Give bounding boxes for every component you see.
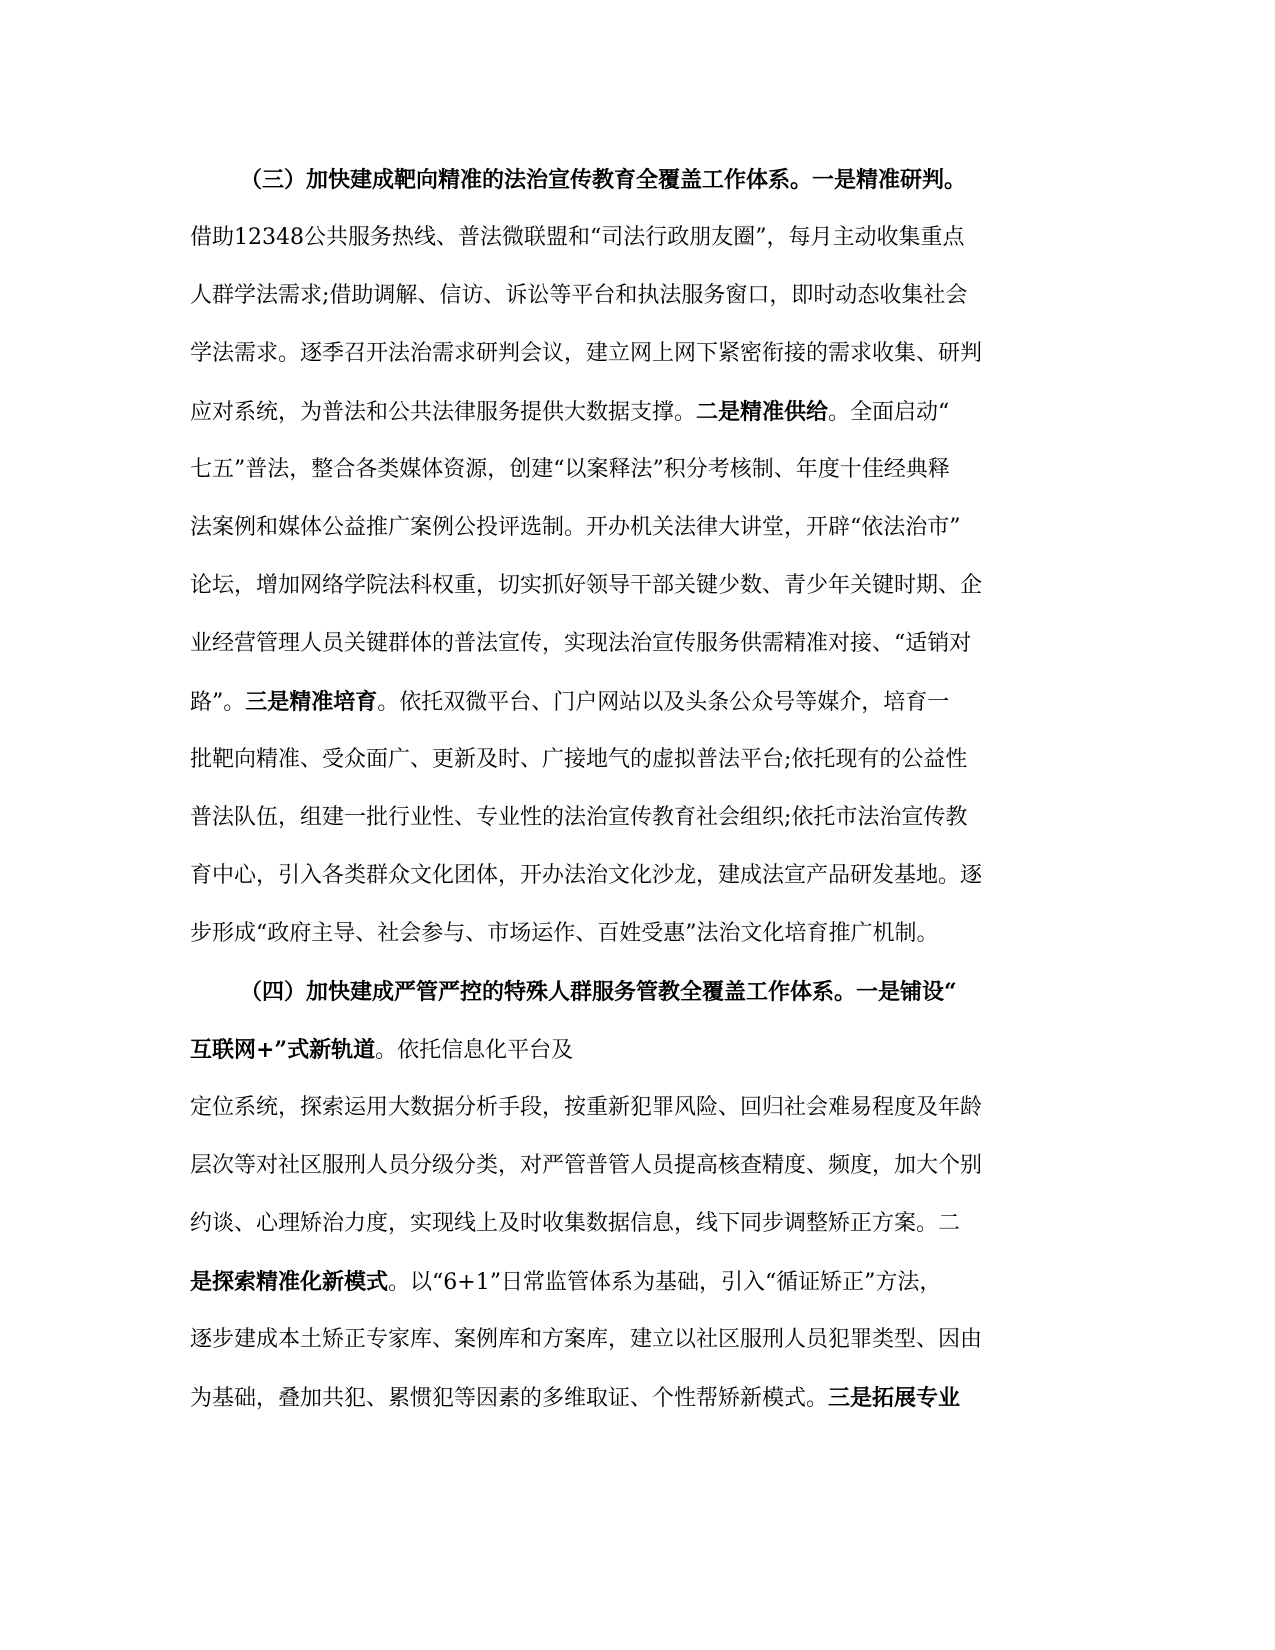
- paragraph-line: [190, 861, 1090, 891]
- body-text: 逐步建成本土矫正专家库、案例库和方案库，建立以社区服刑人员犯罪类型、因由: [190, 1327, 983, 1352]
- paragraph-line: [190, 1267, 1090, 1298]
- paragraph-line: [190, 571, 1090, 601]
- body-text: 普法队伍，组建一批行业性、专业性的法治宣传教育社会组织;依托市法治宣传教: [190, 805, 968, 830]
- paragraph-line: [190, 455, 1090, 485]
- body-text: 人群学法需求;借助调解、信访、诉讼等平台和执法服务窗口，即时动态收集社会: [190, 283, 968, 308]
- paragraph-line: [190, 1151, 1090, 1181]
- paragraph-line: [240, 165, 1090, 196]
- body-text: 七五”普法，整合各类媒体资源，创建“以案释法”积分考核制、年度十佳经典释: [190, 457, 950, 482]
- body-text: 层次等对社区服刑人员分级分类，对严管普管人员提高核查精度、频度，加大个别: [190, 1153, 983, 1178]
- paragraph-line: [190, 1209, 1090, 1239]
- body-text: 借助12348公共服务热线、普法微联盟和“司法行政朋友圈”，每月主动收集重点: [190, 225, 965, 250]
- body-text: 学法需求。逐季召开法治需求研判会议，建立网上网下紧密衔接的需求收集、研判: [190, 341, 983, 366]
- paragraph-line: [190, 745, 1090, 775]
- body-text: 法案例和媒体公益推广案例公投评选制。开办机关法律大讲堂，开辟“依法治市”: [190, 515, 961, 540]
- body-text: 应对系统，为普法和公共法律服务提供大数据支撑。: [190, 400, 697, 425]
- bold-text: 三是拓展专业: [828, 1385, 961, 1411]
- paragraph-line: [190, 281, 1090, 311]
- body-text: 。依托信息化平台及: [375, 1038, 574, 1063]
- paragraph-line: [190, 1383, 1090, 1414]
- bold-text: （三）加快建成靶向精准的法治宣传教育全覆盖工作体系。一是精准研判。: [240, 167, 967, 193]
- body-text: 论坛，增加网络学院法科权重，切实抓好领导干部关键少数、青少年关键时期、企: [190, 573, 983, 598]
- paragraph-line: [190, 223, 1090, 253]
- paragraph-line: [190, 339, 1090, 369]
- body-text: 定位系统，探索运用大数据分析手段，按重新犯罪风险、回归社会难易程度及年龄: [190, 1095, 983, 1120]
- body-text: 。以“6+1”日常监管体系为基础，引入“循证矫正”方法，: [388, 1270, 942, 1295]
- paragraph-line: [190, 919, 1090, 949]
- paragraph-line: [190, 1035, 1090, 1066]
- body-text: 。全面启动“: [828, 400, 950, 425]
- bold-text: （四）加快建成严管严控的特殊人群服务管教全覆盖工作体系。一是铺设“: [240, 979, 957, 1005]
- paragraph-line: [190, 397, 1090, 428]
- body-text: 育中心，引入各类群众文化团体，开办法治文化沙龙，建成法宣产品研发基地。逐: [190, 863, 983, 888]
- bold-text: 是探索精准化新模式: [190, 1269, 389, 1295]
- paragraph-line: [190, 803, 1090, 833]
- paragraph-line: [190, 1093, 1090, 1123]
- body-text: 业经营管理人员关键群体的普法宣传，实现法治宣传服务供需精准对接、“适销对: [190, 631, 972, 656]
- paragraph-line: [190, 1325, 1090, 1355]
- bold-text: 二是精准供给: [696, 399, 829, 425]
- body-text: 批靶向精准、受众面广、更新及时、广接地气的虚拟普法平台;依托现有的公益性: [190, 747, 968, 772]
- paragraph-line: [240, 977, 1090, 1008]
- body-text: 。依托双微平台、门户网站以及头条公众号等媒介，培育一: [377, 690, 950, 715]
- paragraph-line: [190, 687, 1090, 718]
- paragraph-line: [190, 629, 1090, 659]
- paragraph-line: [190, 513, 1090, 543]
- body-text: 为基础，叠加共犯、累惯犯等因素的多维取证、个性帮矫新模式。: [190, 1386, 829, 1411]
- bold-text: 三是精准培育: [245, 689, 378, 715]
- body-text: 步形成“政府主导、社会参与、市场运作、百姓受惠”法治文化培育推广机制。: [190, 921, 939, 946]
- bold-text: 互联网+”式新轨道: [190, 1037, 376, 1063]
- body-text: 约谈、心理矫治力度，实现线上及时收集数据信息，线下同步调整矫正方案。二: [190, 1211, 961, 1236]
- body-text: 路”。: [190, 690, 246, 715]
